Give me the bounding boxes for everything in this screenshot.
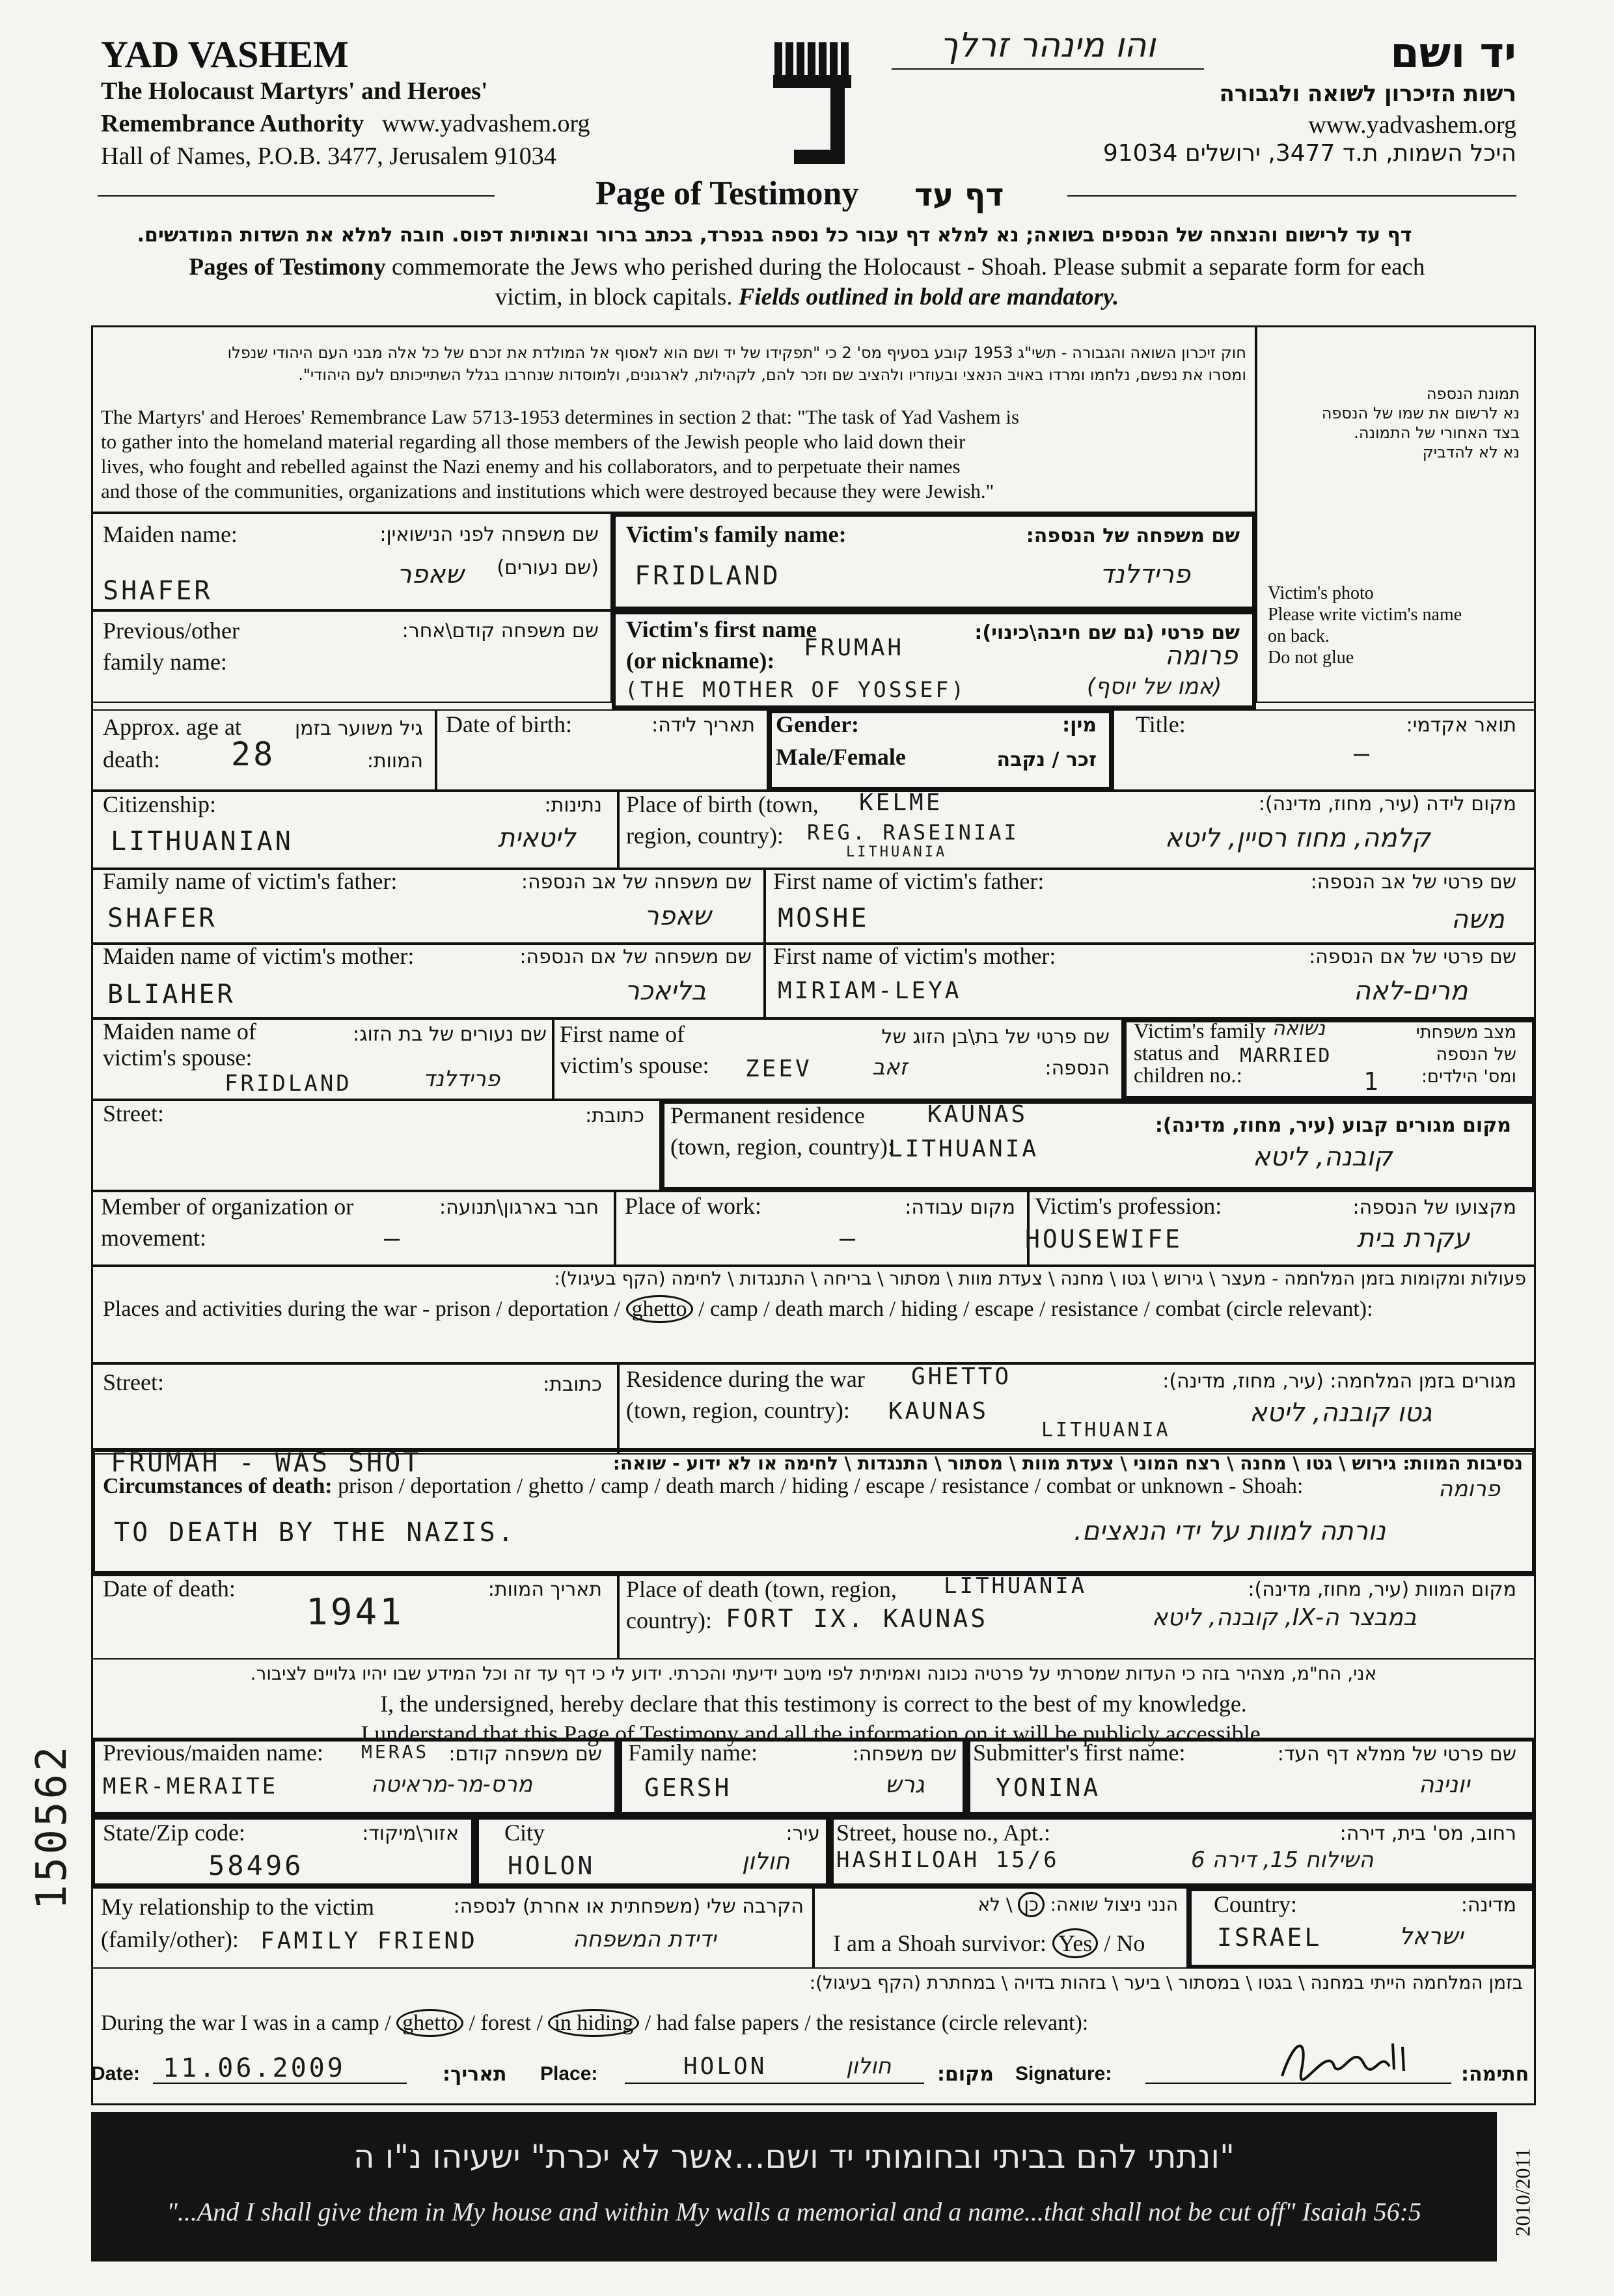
photo-he-4: נא לא להדביק (1422, 443, 1520, 461)
survivor-he-yes-circled[interactable]: כן (1018, 1892, 1044, 1917)
age-label-he-1: גיל משוער בזמן (295, 717, 423, 740)
photo-he-3: בצד האחורי של התמונה. (1354, 424, 1520, 442)
prev-name-label-he: שם משפחה קודם\אחר: (402, 620, 599, 642)
prev-name-label (103, 615, 239, 677)
citizenship-value: LITHUANIAN (111, 827, 294, 856)
dod-value: 1941 (306, 1591, 404, 1633)
perm-res-label (670, 1100, 894, 1162)
sub-street-value-he: השילוח 15, דירה 6 (1191, 1847, 1374, 1873)
family-name-label: Victim's family name: (626, 521, 847, 547)
gender-label-he: מין: (1062, 714, 1097, 737)
survivor-he (823, 1894, 1178, 1915)
zip-label-he: אזור\מיקוד: (362, 1822, 459, 1845)
father-family-label-he: שם משפחה של אב הנספה: (521, 871, 752, 894)
city-label-he: עיר: (786, 1822, 820, 1845)
title-left-line (98, 195, 495, 197)
family-status-label-1: Victim's family (1134, 1020, 1266, 1043)
spouse-maiden-value: FRIDLAND (225, 1071, 352, 1097)
age-value: 28 (231, 735, 276, 773)
photo-en-1: Victim's photo (1268, 583, 1374, 603)
survivor-no: / No (1104, 1930, 1145, 1956)
mother-maiden-label-he: שם משפחה של אם הנספה: (519, 946, 752, 968)
spouse-maiden-label-2: victim's spouse: (103, 1045, 253, 1071)
war-res-label (626, 1363, 865, 1426)
law-en-4: and those of the communities, organizations and institutions which were destroyed because they were Jewish." (101, 480, 994, 502)
date-label-he: תאריך: (443, 2063, 507, 2086)
circ-label (103, 1474, 1303, 1499)
instructions-en-1: commemorate the Jews who perished during the Holocaust - Shoah. Please submit a separate form for each (385, 254, 1425, 280)
gender-options-he: זכר / נקבה (996, 748, 1097, 771)
during-war-pre: During the war I was in a camp / (101, 2011, 391, 2035)
age-label-he (295, 713, 423, 778)
family-name-value-he: פרידלנד (1100, 560, 1190, 590)
pob-value-2: REG. RASEINIAI (807, 820, 1019, 845)
spouse-first-value: ZEEV (745, 1056, 812, 1082)
org-member-label (101, 1191, 353, 1253)
mother-first-value: MIRIAM-LEYA (778, 977, 962, 1004)
city-label: City (504, 1820, 545, 1846)
street-label-he: כתובת: (585, 1104, 644, 1127)
spouse-first-label-he (882, 1022, 1110, 1084)
relation-value-he: ידידת המשפחה (573, 1926, 717, 1952)
sub-street-label: Street, house no., Apt.: (836, 1820, 1050, 1846)
sub-prev-label: Previous/maiden name: (103, 1740, 323, 1766)
pod-value-1: LITHUANIA (944, 1573, 1087, 1599)
org-member-label-he: חבר בארגון\תנועה: (439, 1196, 599, 1219)
profession-value-he: עקרת בית (1357, 1223, 1470, 1253)
maiden-name-sub-he: (שם נעורים) (497, 556, 599, 579)
sub-first-label: Submitter's first name: (973, 1740, 1186, 1766)
during-war-mid: / forest / (469, 2011, 543, 2035)
war-res-value-2: KAUNAS (888, 1398, 989, 1425)
org-sub2-en (101, 109, 590, 138)
declaration-en-2: I understand that this Page of Testimony and all the information on it will be publicly accessible. (361, 1721, 1266, 1747)
banner-he: "ונתתי להם בביתי ובחומותי יד ושם...אשר לא יכרת" ישעיהו נ"ו ה (353, 2138, 1235, 2176)
father-family-value: SHAFER (107, 903, 217, 933)
perm-res-value-he: קובנה, ליטא (1253, 1142, 1393, 1172)
relation-label-1: My relationship to the victim (101, 1894, 374, 1920)
pob-label-he: מקום לידה (עיר, מחוז, מדינה): (1258, 793, 1516, 815)
mother-first-label: First name of victim's mother: (773, 943, 1056, 969)
spouse-first-label-1: First name of (560, 1021, 685, 1047)
father-first-value: MOSHE (778, 903, 869, 933)
profession-label: Victim's profession: (1035, 1193, 1222, 1219)
street-cell[interactable] (91, 1100, 661, 1191)
citizenship-label-he: נתינות: (544, 794, 602, 817)
spouse-first-label-he-2: הנספה: (1045, 1057, 1110, 1080)
declaration-en-1: I, the undersigned, hereby declare that this testimony is correct to the best of my knowledge. (380, 1691, 1247, 1717)
age-label-he-2: המוות: (366, 750, 423, 772)
first-name-label-2: (or nickname): (626, 648, 775, 674)
first-name-label-he: שם פרטי (גם שם חיבה\כינוי): (974, 622, 1240, 644)
circ-value-he-2: נורתה למוות על ידי הנאצים. (1074, 1516, 1386, 1546)
place-label: Place: (540, 2063, 598, 2084)
yad-vashem-logo (768, 36, 866, 179)
instructions-en-mandatory: Fields outlined in bold are mandatory. (738, 284, 1119, 310)
mother-first-value-he: מרים-לאה (1354, 976, 1468, 1006)
circ-value-he-1: פרומה (1438, 1476, 1500, 1502)
family-name-value: FRIDLAND (635, 561, 781, 591)
spouse-first-label (560, 1018, 709, 1081)
law-he-2: ומסרו את נפשם, נלחמו ומרדו באויב הנאצי ובעוזריו ולהציב שם וזכר להם, לקהילות, לארגונים, ולמוסדות שנחרבו בגלל השתייכותם לעם היהודי". (298, 366, 1246, 384)
family-status-label-2: status and (1134, 1042, 1220, 1065)
circ-label-text: prison / deportation / ghetto / camp / death march / hiding / escape / resistance / combat or unknown - Shoah: (332, 1474, 1304, 1498)
pob-label-2: region, country): (626, 823, 784, 849)
pod-value-he: במבצר ה-IX, קובנה, ליטא (1152, 1604, 1417, 1631)
zip-label: State/Zip code: (103, 1820, 245, 1846)
title-right-line (1067, 195, 1516, 197)
father-first-label-he: שם פרטי של אב הנספה: (1310, 871, 1516, 894)
first-name-value-he: פרומה (1165, 641, 1238, 671)
top-note-line (892, 68, 1204, 70)
perm-res-value-2: LITHUANIA (888, 1136, 1039, 1162)
country-value-he: ישראל (1399, 1923, 1464, 1950)
handwritten-number-text: 150562 (28, 1743, 76, 1910)
year-vertical (1503, 2109, 1542, 2278)
handwritten-number (13, 1692, 91, 1952)
war-activities-en (103, 1297, 1373, 1322)
org-member-label-2: movement: (101, 1225, 206, 1251)
family-status-value-he: נשואה (1272, 1017, 1326, 1040)
father-family-label: Family name of victim's father: (103, 868, 398, 894)
prev-name-label-1: Previous/other (103, 618, 239, 644)
war-activities-pre: Places and activities during the war - prison / deportation / (103, 1297, 621, 1321)
country-value: ISRAEL (1217, 1923, 1322, 1952)
photo-en-3: on back. (1268, 626, 1330, 646)
spouse-first-label-2: victim's spouse: (560, 1052, 709, 1078)
prev-name-label-2: family name: (103, 649, 227, 675)
law-en-2: to gather into the homeland material regarding all those members of the Jewish people who laid down their (101, 430, 966, 453)
war-activities-ghetto-circled[interactable]: ghetto (626, 1295, 693, 1323)
survivor-label-he: הנני ניצול שואה: (1050, 1894, 1178, 1915)
spouse-first-value-he: זאב (872, 1054, 908, 1080)
sub-first-label-he: שם פרטי של ממלא דף העד: (1277, 1743, 1516, 1766)
spouse-maiden-value-he: פרידלנד (423, 1066, 500, 1092)
spouse-maiden-label-he: שם נעורים של בת הזוג: (353, 1023, 547, 1046)
org-member-label-1: Member of organization or (101, 1194, 354, 1220)
photo-en-4: Do not glue (1268, 648, 1354, 668)
sub-prev-value-he: מרס-מר-מראיטה (371, 1771, 533, 1797)
instructions-en-bold: Pages of Testimony (189, 254, 386, 280)
pod-label-1: Place of death (town, region, (626, 1576, 897, 1602)
family-name-label-he: שם משפחה של הנספה: (1026, 525, 1240, 547)
gender-label: Gender: (776, 711, 859, 737)
pob-label-1: Place of birth (town, (626, 791, 819, 817)
website-en: www.yadvashem.org (381, 110, 590, 137)
citizenship-value-he: ליטאית (498, 823, 576, 853)
mother-maiden-value: BLIAHER (107, 979, 236, 1009)
age-label-2: death: (103, 746, 160, 772)
circ-label-he: נסיבות המוות: גירוש \ גטו \ מחנה \ רצח המוני \ צעדת מוות \ מסתור \ התנגדות \ לחימה או לא ידוע - שואה: (612, 1453, 1523, 1474)
signature-line (1145, 2083, 1451, 2084)
perm-res-label-2: (town, region, country): (670, 1134, 894, 1160)
circ-value-2: TO DEATH BY THE NAZIS. (114, 1518, 516, 1548)
street2-label-he: כתובת: (543, 1373, 602, 1396)
mother-first-label-he: שם פרטי של אם הנספה: (1309, 946, 1516, 968)
survivor-yes-circled[interactable]: Yes (1052, 1928, 1098, 1958)
war-res-value-3: LITHUANIA (1041, 1419, 1171, 1442)
circ-value-1: FRUMAH - WAS SHOT (111, 1448, 422, 1478)
family-status-value: MARRIED (1240, 1045, 1332, 1067)
survivor-he-no: \ לא (978, 1894, 1013, 1915)
sub-first-value-he: יונינה (1419, 1771, 1470, 1798)
instructions-en-2: victim, in block capitals. (495, 284, 739, 310)
date-line (153, 2083, 407, 2084)
dod-label-he: תאריך המוות: (487, 1578, 602, 1601)
banner-en: "...And I shall give them in My house and within My walls a memorial and a name...that shall not be cut off" Isaiah 56:5 (167, 2197, 1421, 2226)
during-war-post: / had false papers / the resistance (circle relevant): (644, 2011, 1089, 2035)
zip-value: 58496 (208, 1850, 304, 1881)
org-sub2-en-text: Remembrance Authority (101, 110, 364, 137)
age-label-1: Approx. age at (103, 714, 241, 740)
org-title-en: YAD VASHEM (101, 33, 349, 75)
dob-label: Date of birth: (446, 711, 572, 737)
title-label-he: תואר אקדמי: (1406, 714, 1516, 737)
perm-res-value-1: KAUNAS (927, 1101, 1028, 1128)
first-name-value: FRUMAH (804, 635, 905, 661)
family-status-label-he-2: של הנספה (1436, 1045, 1516, 1065)
dob-label-he: תאריך לידה: (651, 714, 755, 737)
sub-family-label: Family name: (628, 1740, 758, 1766)
father-family-value-he: שאפר (644, 901, 711, 931)
gender-options: Male/Female (776, 744, 906, 770)
photo-instr-he (1266, 384, 1520, 462)
spouse-first-label-he-1: שם פרטי של בת\בן הזוג של (881, 1026, 1110, 1048)
war-res-value-he: גטו קובנה, ליטא (1250, 1398, 1432, 1428)
war-res-label-he: מגורים בזמן המלחמה: (עיר, מחוז, מדינה): (1162, 1370, 1516, 1393)
during-war-en (101, 2011, 1088, 2036)
family-status-label-he-1: מצב משפחתי (1416, 1022, 1516, 1043)
signature-label-he: חתימה: (1461, 2063, 1529, 2086)
sub-prev-value: MER-MERAITE (103, 1773, 279, 1799)
first-name-label (626, 614, 817, 676)
war-activities-post: / camp / death march / hiding / escape / resistance / combat (circle relevant): (698, 1297, 1373, 1321)
law-he-1: חוק זיכרון השואה והגבורה - תשי"ג 1953 קובע בסעיף מס' 2 כי "תפקידו של יד ושם הוא לאסוף אל המולדת את זכרם של כל אלה מבני העם היהודי שנפלו (227, 344, 1246, 362)
mother-maiden-label: Maiden name of victim's mother: (103, 943, 415, 969)
work-value: — (840, 1223, 858, 1253)
org-member-value: — (384, 1223, 403, 1253)
pob-label (626, 789, 819, 851)
during-war-hiding-circled[interactable]: in hiding (548, 2009, 639, 2037)
place-line (625, 2083, 924, 2084)
place-value: HOLON (683, 2053, 767, 2080)
family-status-label-he-3: ומס' הילדים: (1421, 1067, 1516, 1087)
relation-label-he: הקרבה שלי (משפחתית או אחרת) לנספה: (453, 1895, 804, 1918)
profession-label-he: מקצועו של הנספה: (1352, 1196, 1516, 1219)
perm-res-label-1: Permanent residence (670, 1102, 865, 1128)
city-value-he: חולון (742, 1848, 790, 1875)
maiden-name-value-he: שאפר (397, 560, 464, 590)
first-name-note: (THE MOTHER OF YOSSEF) (625, 677, 967, 702)
profession-value: HOUSEWIFE (1025, 1225, 1183, 1253)
law-en-3: lives, who fought and rebelled against the Nazi enemy and his collaborators, and to perpetuate their names (101, 455, 961, 478)
first-name-label-1: Victim's first name (626, 616, 817, 642)
mother-maiden-value-he: בליאכר (625, 976, 707, 1006)
war-res-label-1: Residence during the war (626, 1366, 865, 1392)
children-value: 1 (1363, 1067, 1381, 1096)
sub-street-label-he: רחוב, מס' בית, דירה: (1339, 1822, 1516, 1845)
sub-family-value-he: גרש (885, 1771, 925, 1798)
photo-he-1: תמונת הנספה (1426, 385, 1520, 403)
spouse-maiden-label-1: Maiden name of (103, 1018, 256, 1045)
maiden-name-value: SHAFER (103, 576, 213, 606)
place-label-he: מקום: (937, 2063, 994, 2086)
survivor-label: I am a Shoah survivor: (833, 1930, 1046, 1956)
street2-cell[interactable] (91, 1363, 618, 1455)
pob-value-he: קלמה, מחוז רסיין, ליטא (1165, 823, 1430, 853)
father-first-value-he: משה (1451, 905, 1505, 935)
relation-label-2: (family/other): (101, 1926, 239, 1952)
photo-instr-en (1268, 582, 1522, 668)
law-en (101, 405, 1246, 504)
photo-he-2: נא לרשום את שמו של הנספה (1321, 404, 1520, 422)
org-title-he: יד ושם (1390, 29, 1516, 77)
dod-label: Date of death: (103, 1576, 236, 1602)
street2-label: Street: (103, 1369, 164, 1395)
title-label: Title: (1136, 711, 1186, 737)
city-value: HOLON (508, 1852, 595, 1880)
country-label-he: מדינה: (1460, 1894, 1516, 1917)
father-first-label: First name of victim's father: (773, 868, 1045, 894)
page-title-he: דף עד (914, 177, 1004, 213)
sub-prev-value-top: MERAS (361, 1741, 430, 1762)
citizenship-label: Citizenship: (103, 791, 216, 817)
photo-en-2: Please write victim's name (1268, 605, 1462, 625)
address-he: היכל השמות, ת.ד 3477, ירושלים 91034 (1102, 140, 1516, 167)
header (0, 0, 1614, 213)
street-label: Street: (103, 1100, 164, 1127)
sub-prev-label-he: שם משפחה קודם: (448, 1743, 602, 1766)
handwritten-top-note: והו מינהר זרלך (940, 26, 1156, 65)
pod-label-he: מקום המוות (עיר, מחוז, מדינה): (1248, 1578, 1516, 1601)
maiden-name-label-he: שם משפחה לפני הנישואין: (379, 523, 599, 546)
during-war-he: בזמן המלחמה הייתי במחנה \ בגטו \ במסתור \ ביער \ בזהות בדויה \ במחתרת (הקף בעיגול): (809, 1972, 1523, 1993)
pob-value-1: KELME (859, 789, 943, 816)
age-label (103, 711, 241, 776)
signature-mark (1276, 2030, 1419, 2089)
sub-first-value: YONINA (996, 1773, 1101, 1802)
war-res-value-1: GHETTO (911, 1363, 1012, 1390)
maiden-name-label: Maiden name: (103, 521, 238, 547)
country-label: Country: (1214, 1891, 1298, 1917)
spouse-maiden-label (103, 1018, 256, 1071)
work-label: Place of work: (625, 1193, 761, 1219)
date-label: Date: (91, 2063, 141, 2084)
work-label-he: מקום עבודה: (905, 1196, 1015, 1219)
org-sub1-en: The Holocaust Martyrs' and Heroes' (101, 77, 488, 105)
war-activities-he: פעולות ומקומות בזמן המלחמה - מעצר \ גירוש \ גטו \ מחנה \ צעדת מוות \ מסתור \ בריחה \ התנגדות \ לחימה (הקף בעיגול): (554, 1268, 1526, 1289)
law-en-1: The Martyrs' and Heroes' Remembrance Law 5713-1953 determines in section 2 that: "The task of Yad Vashem is (101, 405, 1020, 428)
instructions-en (98, 253, 1516, 312)
family-status-label-he (1416, 1022, 1516, 1088)
survivor-en (833, 1930, 1145, 1957)
relation-value: FAMILY FRIEND (260, 1928, 478, 1954)
sub-street-value: HASHILOAH 15/6 (836, 1847, 1060, 1873)
pob-value-3: LITHUANIA (846, 844, 948, 860)
first-name-note-he: (אמו של יוסף) (1087, 674, 1222, 700)
address-en: Hall of Names, P.O.B. 3477, Jerusalem 91034 (101, 143, 556, 170)
title-value: — (1354, 739, 1373, 769)
during-war-ghetto-circled[interactable]: ghetto (396, 2009, 463, 2037)
website-he: www.yadvashem.org (1308, 111, 1516, 139)
instructions-he: דף עד לרישום והנצחה של הנספים בשואה; נא למלא דף עבור כל נספה בנפרד, בכתב ברור ובאותיות דפוס. חובה למלא את השדות המודגשים. (137, 224, 1412, 247)
year-vertical-text: 2010/2011 (1511, 2148, 1535, 2237)
sub-family-label-he: שם משפחה: (852, 1743, 957, 1766)
page-title-en: Page of Testimony (595, 175, 859, 212)
pod-label-2: country): (626, 1607, 712, 1633)
war-res-label-2: (town, region, country): (626, 1397, 850, 1423)
perm-res-label-he: מקום מגורים קבוע (עיר, מחוז, מדינה): (1155, 1114, 1511, 1137)
declaration-he: אני, הח"מ, מצהיר בזה כי העדות שמסרתי על פרטיה נכונה ואמיתית לפי מיטב ידיעתי והכרתי. ידוע לי כי דף עד זה וכל המידע שבו יהיו גלויים לציבור. (250, 1663, 1377, 1684)
signature-label: Signature: (1015, 2063, 1112, 2084)
family-status-label-3: children no.: (1134, 1064, 1242, 1087)
pod-value-2: FORT IX. KAUNAS (726, 1604, 989, 1633)
circ-label-bold: Circumstances of death: (103, 1474, 333, 1498)
place-value-he: חולון (846, 2053, 892, 2079)
quote-banner (91, 2112, 1497, 2262)
date-value: 11.06.2009 (163, 2053, 346, 2083)
org-sub-he: רשות הזיכרון לשואה ולגבורה (1219, 81, 1516, 107)
sub-family-value: GERSH (644, 1773, 732, 1802)
